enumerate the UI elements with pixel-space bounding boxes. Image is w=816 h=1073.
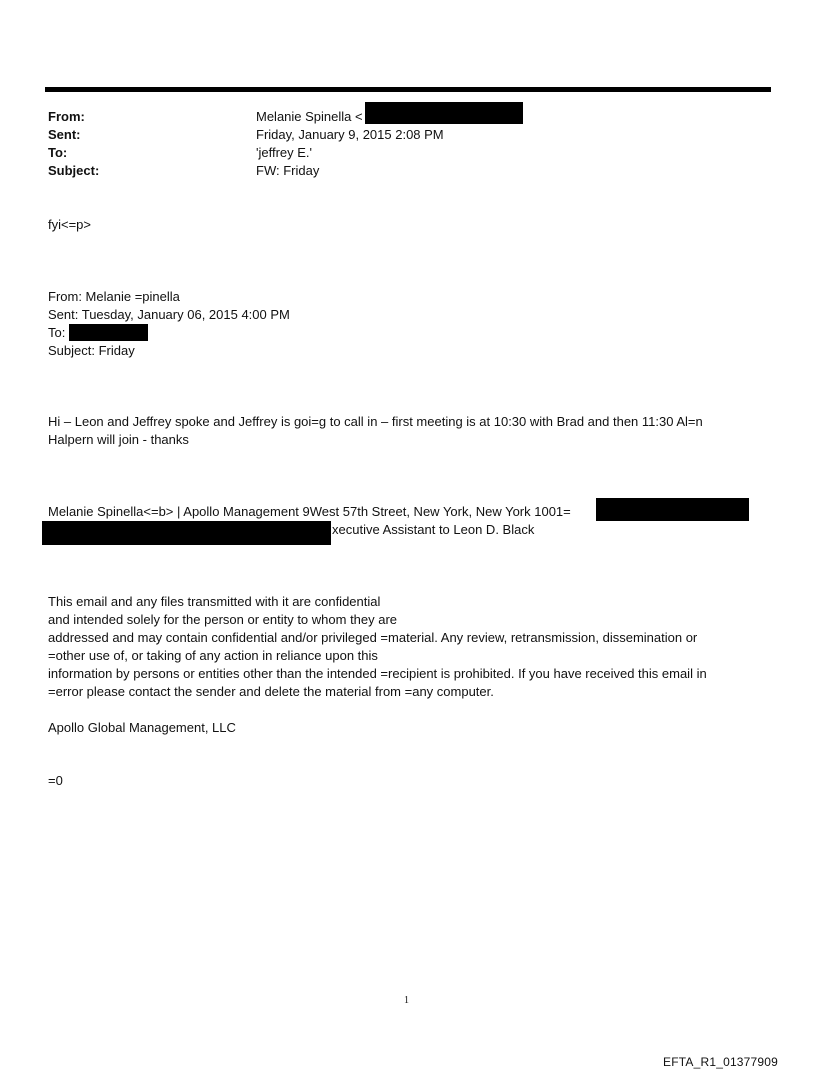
disclaimer-line: =other use of, or taking of any action in reliance upon this — [48, 648, 378, 663]
signature-title: xecutive Assistant to Leon D. Black — [332, 522, 535, 537]
to-label: To: — [48, 145, 68, 160]
header-rule — [45, 87, 771, 92]
fyi-text: fyi<=p> — [48, 217, 92, 232]
subject-value: FW: Friday — [256, 163, 320, 178]
redaction-box — [365, 102, 523, 124]
forwarded-to: To: — [48, 325, 66, 340]
forwarded-subject: Subject: Friday — [48, 343, 135, 358]
disclaimer-line: information by persons or entities other than the intended =recipient is prohibited. If you have received this email in — [48, 666, 707, 681]
document-id: EFTA_R1_01377909 — [663, 1055, 779, 1069]
disclaimer-line: addressed and may contain confidential and/or privileged =material. Any review, retransmission, dissemination or — [48, 630, 698, 645]
redaction-box — [69, 324, 148, 341]
subject-label: Subject: — [48, 163, 100, 178]
message-line: Hi – Leon and Jeffrey spoke and Jeffrey is goi=g to call in – first meeting is at 10:30 with Brad and then 11:30 Al=n — [48, 414, 703, 429]
forwarded-sent: Sent: Tuesday, January 06, 2015 4:00 PM — [48, 307, 290, 322]
page-number: 1 — [404, 995, 409, 1006]
disclaimer-line: and intended solely for the person or entity to whom they are — [48, 612, 398, 627]
to-value: 'jeffrey E.' — [256, 145, 313, 160]
sent-label: Sent: — [48, 127, 81, 142]
forwarded-from: From: Melanie =pinella — [48, 289, 180, 304]
company-name: Apollo Global Management, LLC — [48, 720, 236, 735]
message-line: Halpern will join - thanks — [48, 432, 189, 447]
signature-line: Melanie Spinella<=b> | Apollo Management 9West 57th Street, New York, New York 1001= — [48, 504, 571, 519]
from-value: Melanie Spinella < — [256, 109, 363, 124]
redaction-box — [42, 521, 331, 545]
disclaimer-line: This email and any files transmitted with it are confidential — [48, 594, 381, 609]
disclaimer-line: =error please contact the sender and delete the material from =any computer. — [48, 684, 494, 699]
redaction-box — [596, 498, 749, 521]
from-label: From: — [48, 109, 85, 124]
trailer-text: =0 — [48, 773, 63, 788]
sent-value: Friday, January 9, 2015 2:08 PM — [256, 127, 444, 142]
